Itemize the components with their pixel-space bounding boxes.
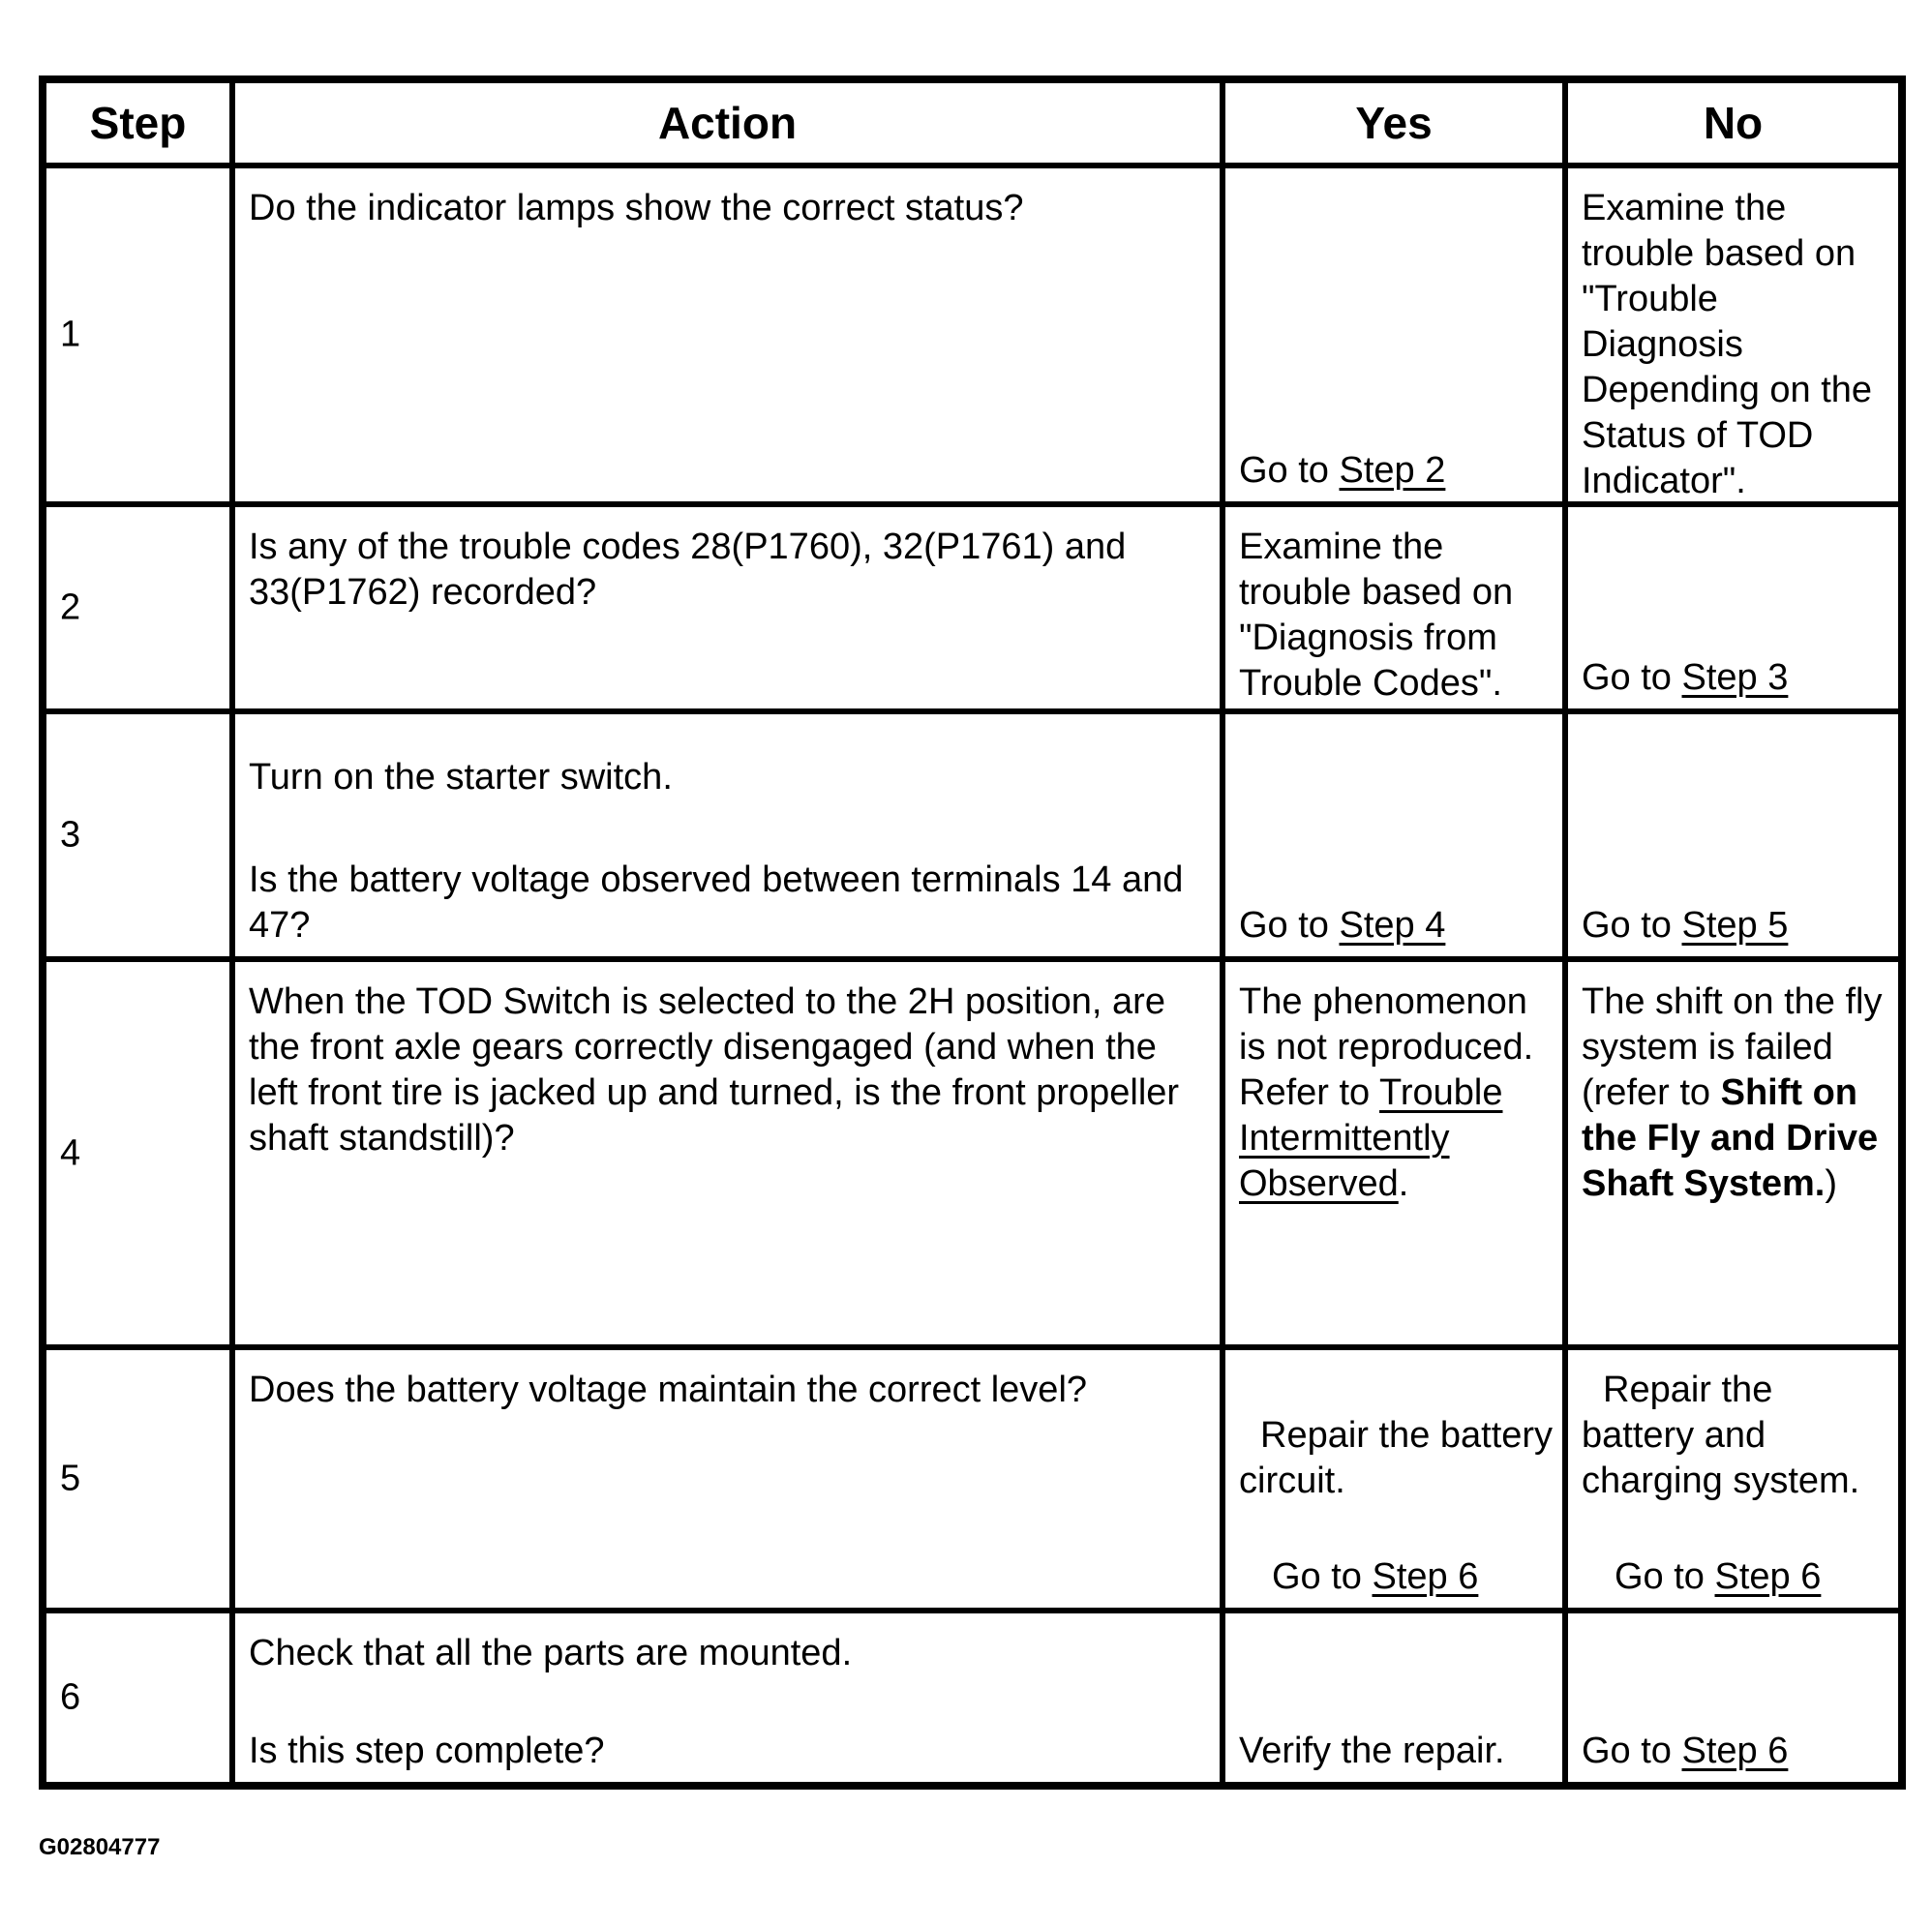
- step-5-link[interactable]: Step 5: [1681, 905, 1789, 946]
- action-instruction: Turn on the starter switch.: [249, 757, 673, 798]
- table-row: [43, 711, 1902, 959]
- step-number: 5: [60, 1458, 81, 1499]
- goto-text: Go to: [1615, 1556, 1715, 1597]
- yes-cell: [1223, 166, 1565, 504]
- header-step: Step: [43, 79, 232, 166]
- yes-text: Verify the repair.: [1239, 1731, 1505, 1771]
- table-row: [43, 504, 1902, 711]
- yes-cell: [1223, 504, 1565, 711]
- step-2-link[interactable]: Step 2: [1339, 450, 1446, 491]
- goto-text: Go to: [1239, 450, 1340, 491]
- goto-text: Go to: [1272, 1556, 1373, 1597]
- step-number: 3: [60, 814, 81, 856]
- header-row: [43, 79, 1902, 166]
- yes-text: Examine the trouble based on "Diagnosis from Trouble Codes".: [1239, 527, 1514, 704]
- action-question: Is the battery voltage observed between terminals 14 and 47?: [249, 859, 1184, 946]
- step-6-link[interactable]: Step 6: [1681, 1731, 1789, 1771]
- step-6-link[interactable]: Step 6: [1372, 1556, 1479, 1597]
- shift-on-the-fly-reference[interactable]: Shift on the Fly and Drive Shaft System.: [1582, 1072, 1879, 1204]
- yes-cell: [1223, 1347, 1565, 1611]
- trouble-intermittently-observed-link[interactable]: Trouble Intermittently Observed: [1239, 1072, 1503, 1204]
- no-text: Repair the battery and charging system.: [1582, 1370, 1860, 1501]
- no-cell: [1565, 504, 1902, 711]
- action-text: Do the indicator lamps show the correct status?: [249, 188, 1024, 228]
- step-number: 2: [60, 587, 81, 628]
- no-cell: [1565, 1611, 1902, 1786]
- step-cell: [43, 711, 232, 959]
- header-action: Action: [232, 79, 1223, 166]
- yes-text: The phenomenon is not reproduced. Refer to: [1239, 981, 1534, 1113]
- action-cell: [232, 711, 1223, 959]
- step-cell: [43, 1347, 232, 1611]
- no-text: The shift on the fly system is failed (refer to: [1582, 981, 1883, 1113]
- yes-cell: [1223, 711, 1565, 959]
- table-row: [43, 166, 1902, 504]
- yes-suffix: .: [1398, 1163, 1409, 1204]
- yes-text: Repair the battery circuit.: [1239, 1415, 1554, 1501]
- step-cell: [43, 504, 232, 711]
- step-number: 1: [60, 314, 81, 355]
- action-cell: [232, 166, 1223, 504]
- header-no: No: [1565, 79, 1902, 166]
- action-cell: [232, 1347, 1223, 1611]
- no-cell: [1565, 1347, 1902, 1611]
- table-row: [43, 959, 1902, 1347]
- goto-text: Go to: [1239, 905, 1340, 946]
- step-number: 6: [60, 1676, 81, 1718]
- header-yes: Yes: [1223, 79, 1565, 166]
- step-cell: [43, 166, 232, 504]
- goto-text: Go to: [1582, 1731, 1682, 1771]
- yes-cell: [1223, 1611, 1565, 1786]
- no-cell: [1565, 959, 1902, 1347]
- figure-id: G02804777: [39, 1834, 161, 1860]
- action-cell: [232, 504, 1223, 711]
- step-cell: [43, 1611, 232, 1786]
- step-6-link[interactable]: Step 6: [1714, 1556, 1822, 1597]
- diagnostic-table: [39, 75, 1906, 1790]
- no-text: Examine the trouble based on "Trouble Diagnosis Depending on the Status of TOD Indicator".: [1582, 188, 1873, 501]
- action-cell: [232, 959, 1223, 1347]
- no-suffix: ): [1825, 1163, 1837, 1204]
- goto-text: Go to: [1582, 905, 1682, 946]
- step-4-link[interactable]: Step 4: [1339, 905, 1446, 946]
- action-text: Is any of the trouble codes 28(P1760), 32(P1761) and 33(P1762) recorded?: [249, 527, 1127, 613]
- step-cell: [43, 959, 232, 1347]
- action-text: When the TOD Switch is selected to the 2H position, are the front axle gears correctly disengaged (and when the left front tire is jacked up and turned, is the front propeller shaft standstill)?: [249, 981, 1180, 1159]
- action-text: Does the battery voltage maintain the correct level?: [249, 1370, 1088, 1410]
- table-row: [43, 1347, 1902, 1611]
- no-cell: [1565, 166, 1902, 504]
- no-cell: [1565, 711, 1902, 959]
- table-row: [43, 1611, 1902, 1786]
- action-question: Is this step complete?: [249, 1731, 605, 1771]
- step-number: 4: [60, 1132, 81, 1173]
- action-instruction: Check that all the parts are mounted.: [249, 1633, 853, 1673]
- action-cell: [232, 1611, 1223, 1786]
- yes-cell: [1223, 959, 1565, 1347]
- step-3-link[interactable]: Step 3: [1681, 657, 1789, 698]
- goto-text: Go to: [1582, 657, 1682, 698]
